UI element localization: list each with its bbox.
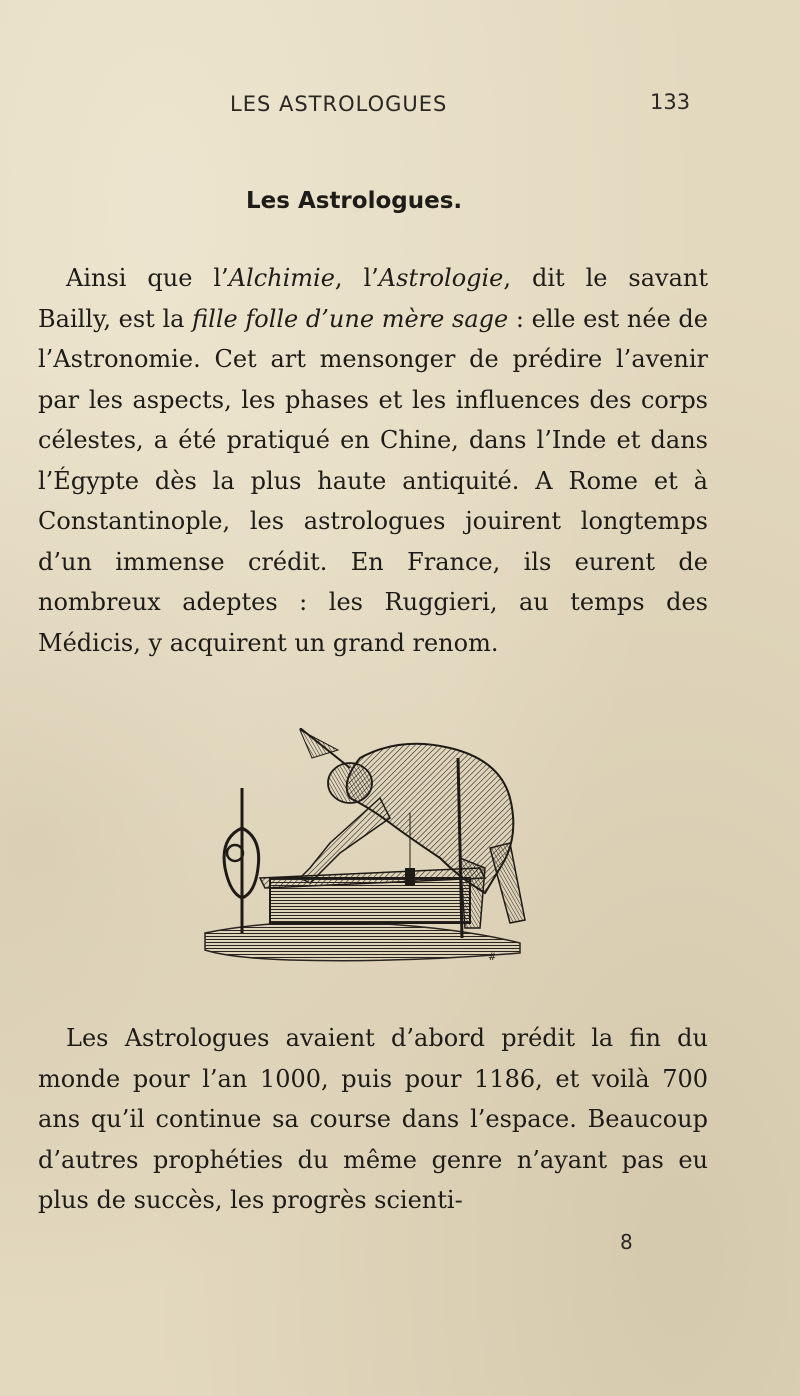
paragraph-1-text-a: Ainsi que l’ xyxy=(66,264,229,292)
running-head: LES ASTROLOGUES xyxy=(230,92,448,116)
astrologer-engraving-icon xyxy=(200,728,530,978)
paragraph-1-text-b: , l’ xyxy=(334,264,379,292)
paragraph-1-text-c: , dit le savant Bailly, est la xyxy=(38,264,709,333)
page-number: 133 xyxy=(650,90,691,114)
svg-text:#: # xyxy=(488,952,497,963)
paragraph-1-italic-alchimie: Alchimie xyxy=(228,264,335,292)
chapter-title: Les Astrologues. xyxy=(246,188,463,214)
paragraph-1-text-d: : elle est née de l’Astronomie. Cet art mensonger de prédire l’avenir par les aspects, les phases et les influences des corps célestes, a été pratiqué en Chine, dans l’Inde et dans l’Égypte dès la plus haute antiquité. A Rome et à Constantinople, les astrologues jouirent longtemps d’un immense crédit. En France, ils eurent de nombreux adeptes : les Ruggieri, au temps des Médicis, y acquirent un grand renom. xyxy=(38,304,709,657)
paragraph-1-italic-astrologie: Astrologie xyxy=(378,264,504,292)
paragraph-2 xyxy=(38,1018,708,1221)
paragraph-1 xyxy=(38,258,708,663)
signature-mark: 8 xyxy=(620,1230,633,1254)
paragraph-1-italic-quote: fille folle d’une mère sage xyxy=(192,304,509,333)
paragraph-2-text: Les Astrologues avaient d’abord prédit la fin du monde pour l’an 1000, puis pour 1186, et voilà 700 ans qu’il continue sa course dans l’espace. Beaucoup d’autres prophéties du même genre n’ayant pas eu plus de succès, les progrès scienti- xyxy=(38,1024,708,1214)
